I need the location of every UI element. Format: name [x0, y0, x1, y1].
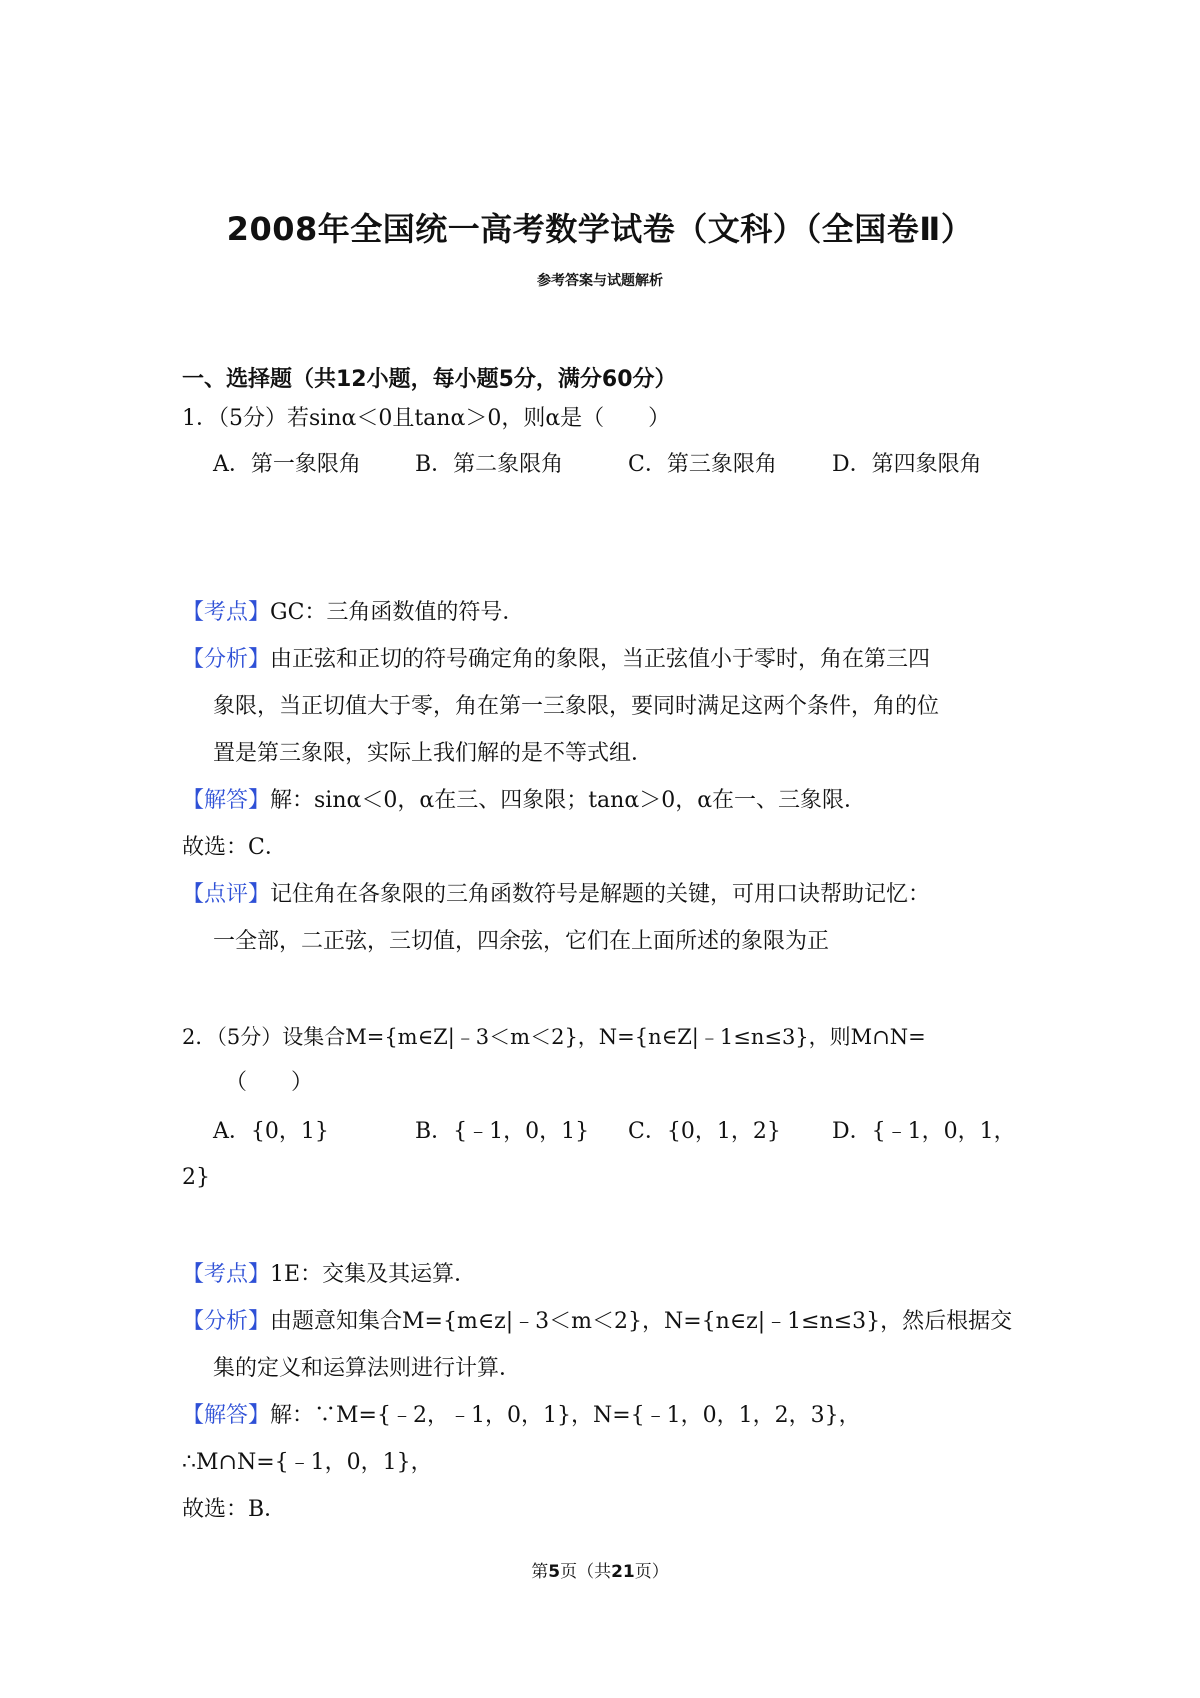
document-subtitle: 参考答案与试题解析: [537, 273, 663, 289]
footer-page-number: 5: [548, 1562, 561, 1582]
q2-jieda-tag: 【解答】: [182, 1403, 271, 1428]
q2-fenxi: [182, 1307, 1012, 1337]
q2-stem-line2: （ ）: [225, 1070, 314, 1095]
q1-kaodian: [182, 598, 524, 628]
q1-option-b: B．第二象限角: [415, 452, 564, 477]
q1-kaodian-text: GC：三角函数值的符号．: [270, 600, 525, 625]
q2-fenxi-tag: 【分析】: [182, 1309, 271, 1334]
q1-dianping: [182, 880, 930, 910]
q2-kaodian-tag: 【考点】: [182, 1262, 271, 1287]
q2-answer: 故选：B．: [182, 1497, 287, 1522]
q2-option-c: C．{0，1，2}: [628, 1119, 781, 1144]
q2-stem-line1: 2．（5分）设集合M={m∈Z|﹣3＜m＜2}，N={n∈Z|﹣1≤n≤3}，则M∩N=: [182, 1025, 926, 1049]
q1-option-c: C．第三象限角: [628, 452, 777, 477]
q1-jieda-tag: 【解答】: [182, 788, 271, 813]
footer-prefix: 第: [531, 1562, 549, 1582]
q2-fenxi-line2: 集的定义和运算法则进行计算．: [213, 1356, 522, 1381]
page-footer: [0, 1557, 1200, 1582]
q1-stem: 1．（5分）若sinα＜0且tanα＞0，则α是（ ）: [182, 406, 671, 431]
footer-total-pages: 21: [611, 1562, 635, 1582]
q1-fenxi-line2: 象限，当正切值大于零，角在第一三象限，要同时满足这两个条件，角的位: [213, 694, 940, 719]
q2-option-a: A．{0，1}: [213, 1119, 329, 1144]
q1-option-d: D．第四象限角: [832, 452, 982, 477]
q2-kaodian-text: 1E：交集及其运算．: [270, 1262, 477, 1287]
q2-option-d-cont: 2}: [182, 1165, 210, 1190]
q1-dianping-tag: 【点评】: [182, 882, 271, 907]
q1-dianping-line1: 记住角在各象限的三角函数符号是解题的关键，可用口诀帮助记忆：: [270, 882, 931, 907]
q1-dianping-line2: 一全部，二正弦，三切值，四余弦，它们在上面所述的象限为正: [213, 929, 830, 954]
q1-kaodian-tag: 【考点】: [182, 600, 271, 625]
q1-fenxi-line1: 由正弦和正切的符号确定角的象限，当正弦值小于零时，角在第三四: [270, 647, 931, 672]
section-heading: 一、选择题（共12小题，每小题5分，满分60分）: [182, 367, 677, 392]
q1-fenxi-tag: 【分析】: [182, 647, 271, 672]
q1-jieda-text: 解：sinα＜0，α在三、四象限；tanα＞0，α在一、三象限．: [270, 788, 867, 813]
q1-option-a: A．第一象限角: [213, 452, 361, 477]
q2-jieda: [182, 1401, 861, 1431]
q2-jieda-line2: ∴M∩N={﹣1，0，1}，: [182, 1450, 433, 1475]
q2-option-d: D．{﹣1，0，1，: [832, 1119, 1016, 1144]
q2-option-b: B．{﹣1，0，1}: [415, 1119, 590, 1144]
q2-jieda-text: 解：∵M={﹣2，﹣1，0，1}，N={﹣1，0，1，2，3}，: [270, 1403, 861, 1428]
q1-fenxi: [182, 645, 930, 675]
footer-suffix: 页）: [634, 1562, 669, 1582]
q2-kaodian: [182, 1260, 476, 1290]
q1-answer: 故选：C．: [182, 835, 287, 860]
q1-jieda: [182, 786, 866, 816]
q1-fenxi-line3: 置是第三象限，实际上我们解的是不等式组．: [213, 741, 654, 766]
document-title: 2008年全国统一高考数学试卷（文科）（全国卷Ⅱ）: [226, 210, 974, 248]
footer-middle: 页（共: [560, 1562, 612, 1582]
q2-fenxi-line1: 由题意知集合M={m∈z|﹣3＜m＜2}，N={n∈z|﹣1≤n≤3}，然后根据交: [270, 1309, 1013, 1334]
